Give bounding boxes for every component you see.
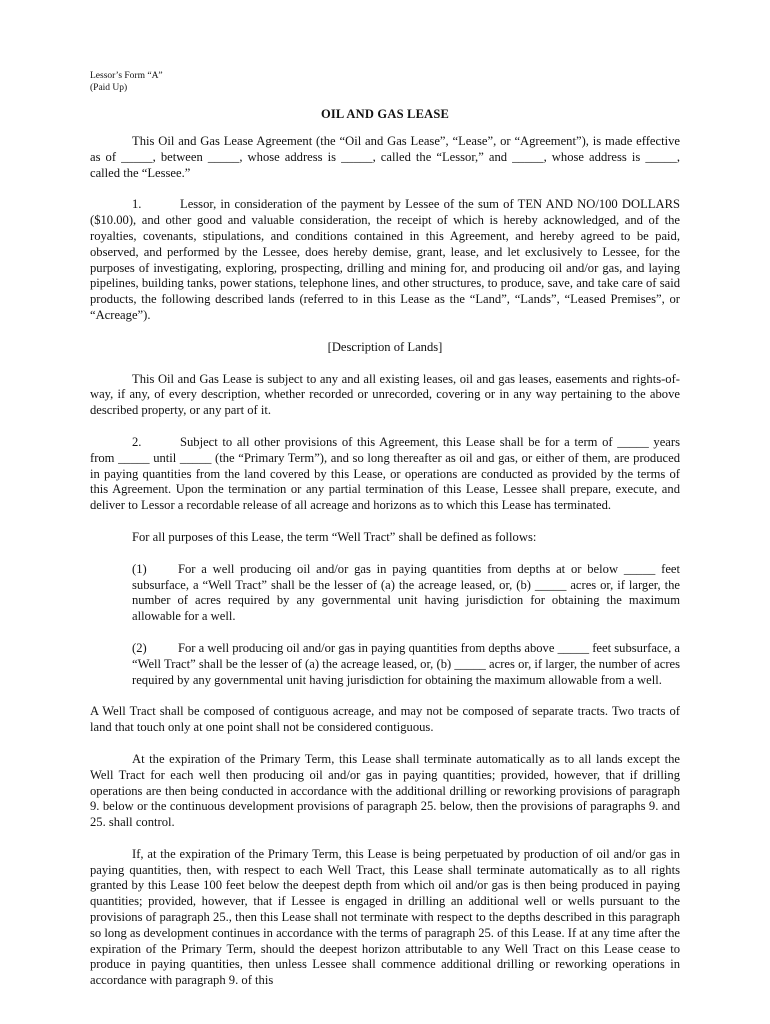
expiration-paragraph-1: At the expiration of the Primary Term, this Lease shall terminate automatically as to all lands except the Well Tract for each well then producing oil and/or gas in paying quantities; provided, however, that if drilling operations are then being conducted in accordance with the additional drilling or reworking provisions of paragraph 9. below or the continuous development provisions of paragraph 25. below, then the provisions of paragraphs 9. and 25. shall control.: [90, 751, 680, 830]
item-2-text: For a well producing oil and/or gas in paying quantities from depths above _____ feet subsurface, a “Well Tract” shall be the lesser of (a) the acreage leased, or, (b) _____ acres or, if larger, the number of acres required by any governmental unit having jurisdiction for obtaining the maximum allowable from a well.: [132, 640, 680, 687]
well-tract-definition: For all purposes of this Lease, the term “Well Tract” shall be defined as follows:: [132, 529, 537, 544]
form-header: [90, 70, 163, 94]
paragraph-1-text: Lessor, in consideration of the payment by Lessee of the sum of TEN AND NO/100 DOLLARS ($10.00), and other good and valuable consideration, the receipt of which is hereby acknowledged, and of the royalties, covenants, stipulations, and conditions contained in this Agreement, and hereby agreed to be paid, observed, and performed by the Lessee, does hereby demise, grant, lease, and let exclusively to Lessee, for the purposes of investigating, exploring, prospecting, drilling and mining for, and producing oil and/or gas, and laying pipelines, building tanks, power stations, telephone lines, and other structures, to produce, save, and take care of said products, the following described lands (referred to in this Lease as the “Land”, “Lands”, “Leased Premises”, or “Acreage”).: [90, 197, 680, 322]
paragraph-2-text: Subject to all other provisions of this Agreement, this Lease shall be for a term of _____ years from _____ until _____ (the “Primary Term”), and so long thereafter as oil and gas, or either of them, are produced in paying quantities from the land covered by this Lease, or operations are conducted as provided by the terms of this Agreement. Upon the termination or any partial termination of this Lease, Lessee shall prepare, execute, and deliver to Lessor a recordable release of all acreage and horizons as to which this Lease has terminated.: [90, 434, 680, 513]
subject-paragraph: This Oil and Gas Lease is subject to any and all existing leases, oil and gas leases, easements and rights-of-way, if any, of every description, whether recorded or unrecorded, covering or in any way pertaining to the above described property, or any part of it.: [90, 371, 680, 418]
document-body: [90, 134, 680, 989]
description-of-lands: [Description of Lands]: [327, 339, 443, 354]
paragraph-1: [90, 197, 680, 323]
contiguous-paragraph: A Well Tract shall be composed of contiguous acreage, and may not be composed of separate tracts. Two tracts of land that touch only at one point shall not be considered contiguous.: [90, 704, 680, 735]
item-2-label: (2): [132, 640, 147, 655]
document-title: OIL AND GAS LEASE: [320, 107, 450, 121]
intro-paragraph: This Oil and Gas Lease Agreement (the “Oil and Gas Lease”, “Lease”, or “Agreement”), is made effective as of _____, between _____, whose address is _____, called the “Lessor,” and _____, whose address is _____, called the “Lessee.”: [90, 134, 680, 180]
paragraph-2-number: 2.: [132, 434, 142, 449]
item-1-label: (1): [132, 561, 147, 576]
expiration-paragraph-2: If, at the expiration of the Primary Term, this Lease is being perpetuated by production of oil and/or gas in paying quantities, then, with respect to each Well Tract, this Lease shall terminate automatically as to all rights granted by this Lease 100 feet below the deepest depth from which oil and/or gas is then being produced in paying quantities; provided, however, that if Lessee is engaged in drilling an additional well or wells pursuant to the provisions of paragraph 25., then this Lease shall not terminate with respect to the depths described in this paragraph so long as development continues in accordance with the terms of paragraph 25. of this Lease. If at any time after the expiration of the Primary Term, should the deepest horizon attributable to any Well Tract on this Lease cease to produce in paying quantities, then unless Lessee shall commence additional drilling or reworking operations in accordance with paragraph 9. of this: [90, 846, 680, 988]
paragraph-2: [90, 435, 680, 514]
well-tract-item-2: [132, 641, 680, 688]
form-label: Lessor’s Form “A”: [90, 71, 163, 81]
item-1-text: For a well producing oil and/or gas in paying quantities from depths at or below _____ feet subsurface, a “Well Tract” shall be the lesser of (a) the acreage leased, or, (b) _____ acres or, if larger, the number of acres required by any governmental unit having jurisdiction for obtaining the maximum allowable for a well.: [132, 561, 680, 624]
well-tract-item-1: [132, 562, 680, 625]
paragraph-1-number: 1.: [132, 197, 142, 212]
paid-up-label: (Paid Up): [90, 83, 128, 93]
